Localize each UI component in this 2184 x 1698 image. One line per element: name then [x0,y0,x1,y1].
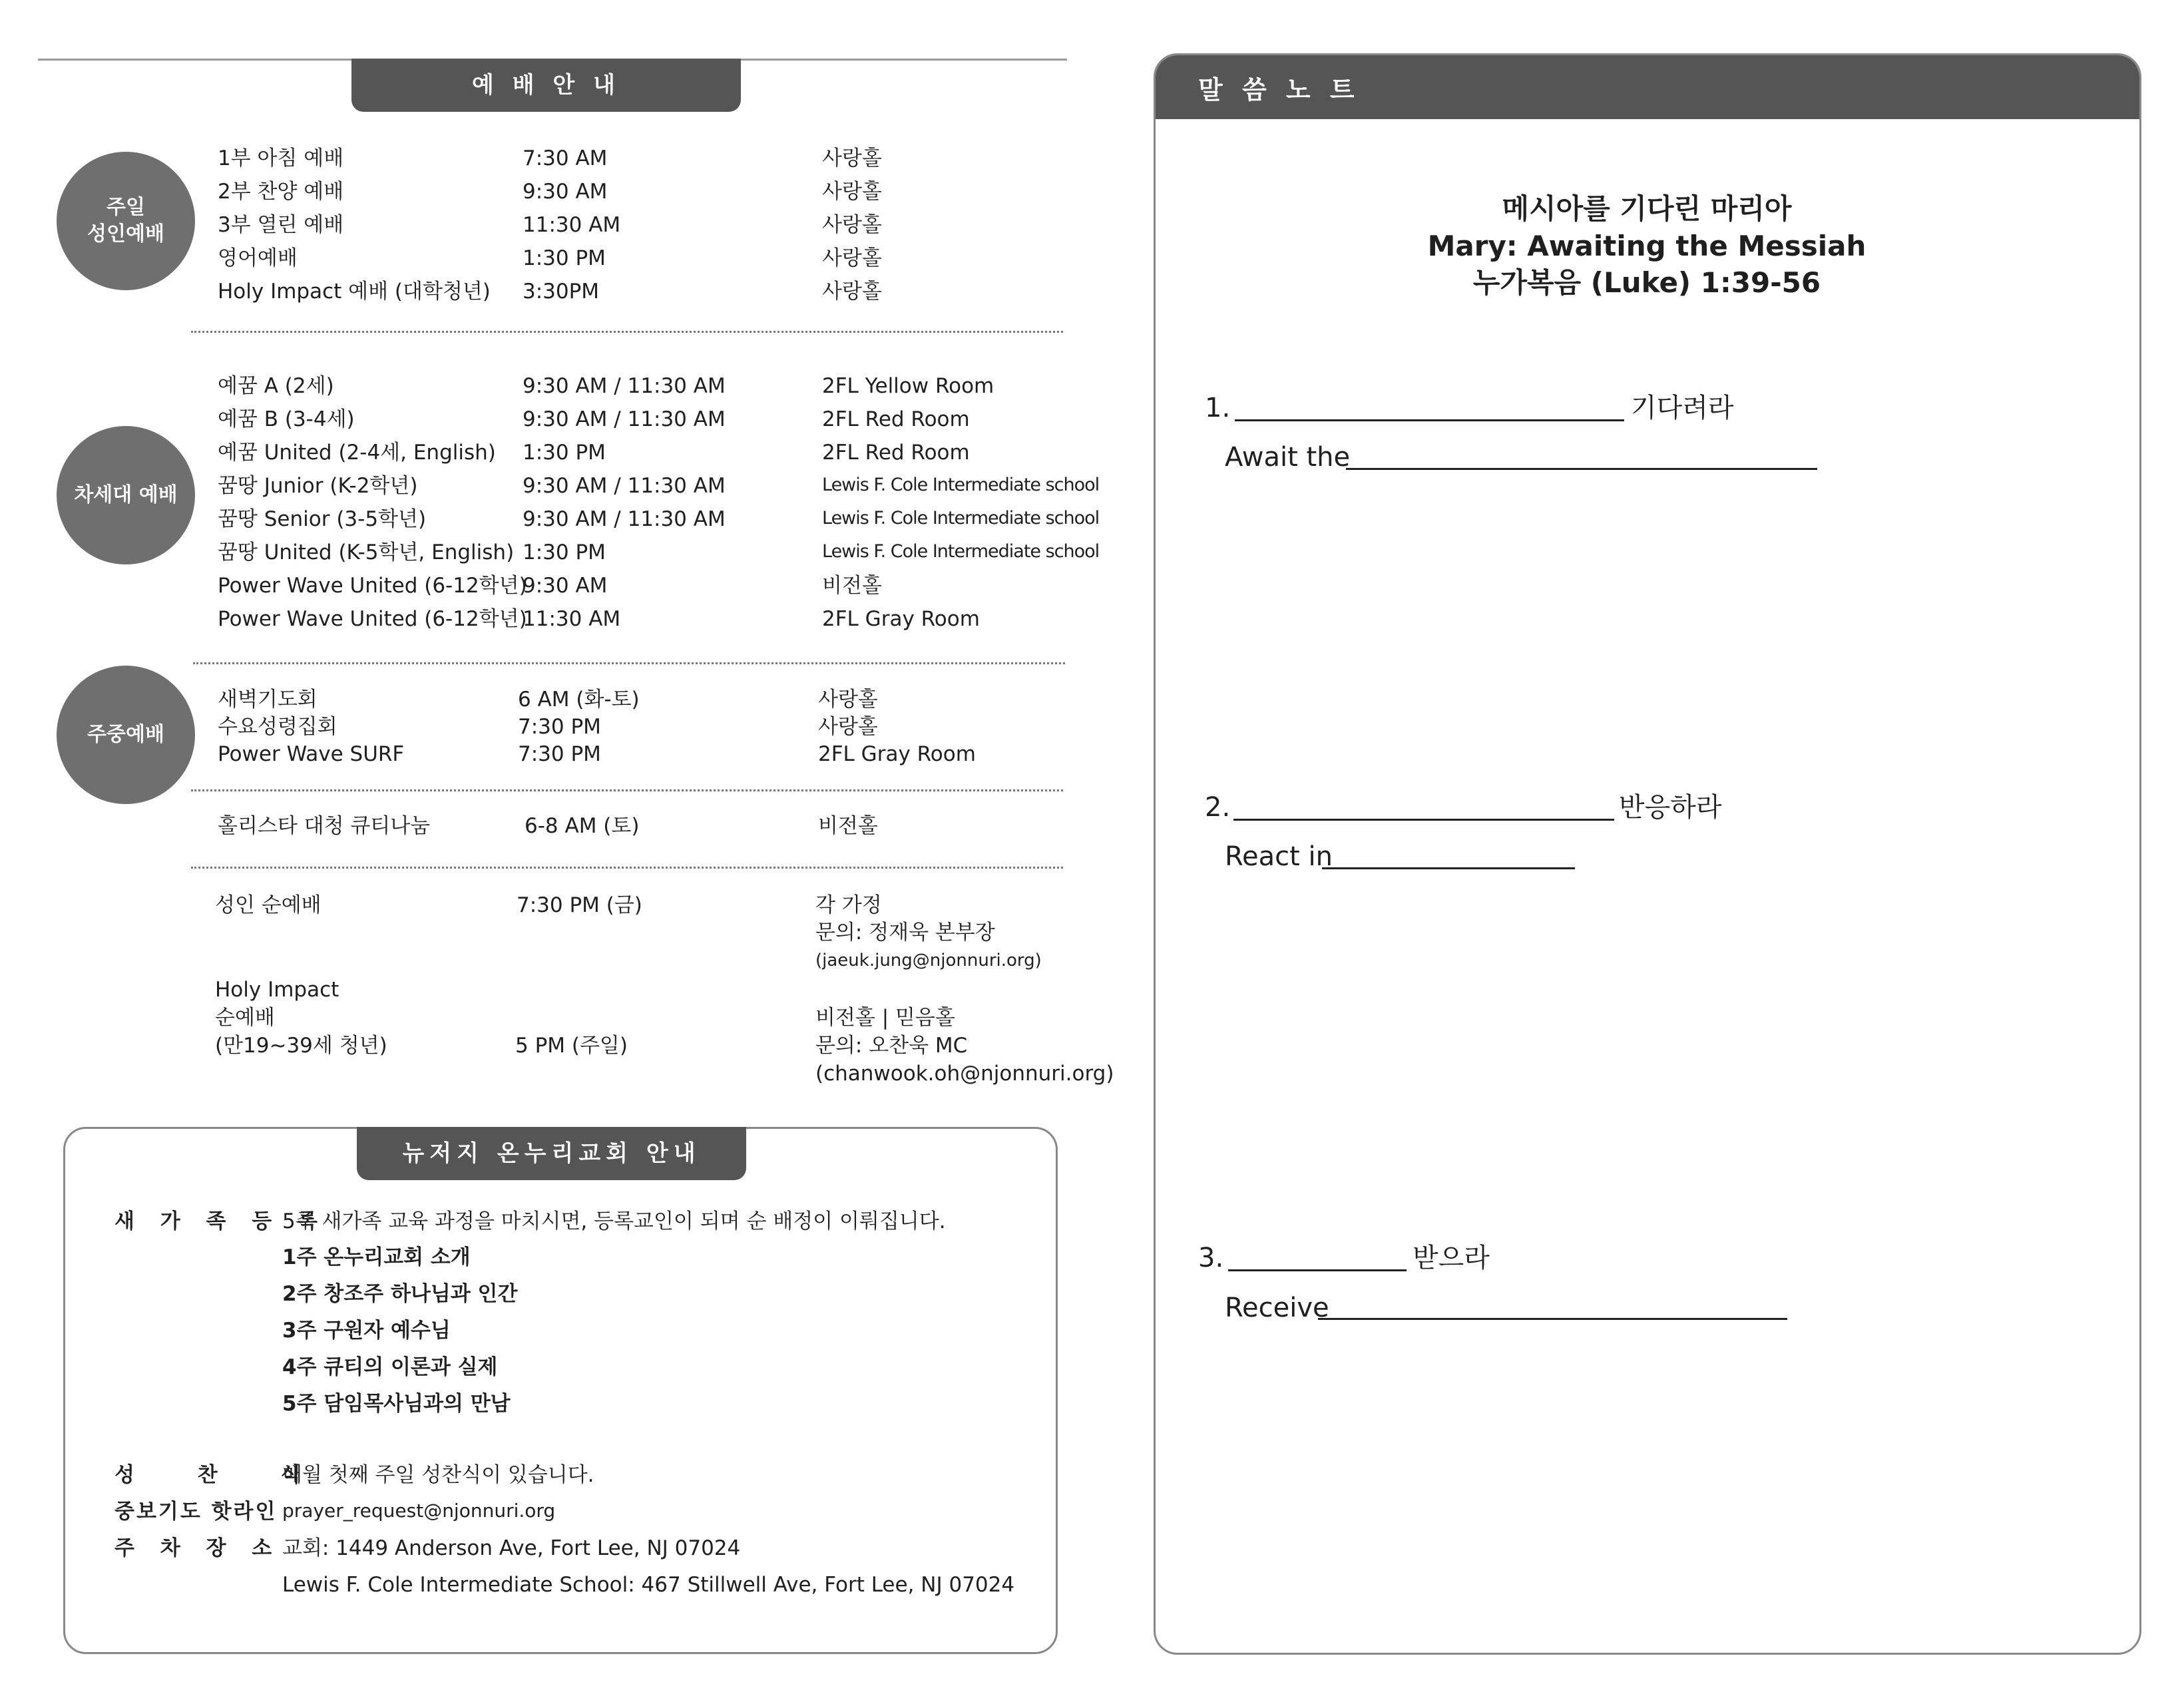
divider [191,867,1063,869]
holy-impact-email: (chanwook.oh@njonnuri.org) [815,1062,1114,1086]
course-item: 5주 담임목사님과의 만남 [282,1392,511,1416]
adult-cell-time: 7:30 PM (금) [517,893,642,917]
point-suffix: 기다려라 [1631,393,1734,423]
holy-impact-time: 5 PM (주일) [515,1034,628,1058]
point-sub: React in [1225,841,1333,872]
badge-sunday-line1: 주일 [107,195,145,219]
holy-impact-place: 비전홀 | 믿음홀 [815,1006,955,1030]
service-name: Holy Impact 예배 (대학청년) [218,280,491,304]
service-name: 예꿈 United (2-4세, English) [218,441,496,465]
service-place: 사랑홀 [822,246,882,270]
service-time: 9:30 AM / 11:30 AM [523,507,726,531]
service-time: 7:30 AM [523,146,608,170]
course-item: 4주 큐티의 이론과 실제 [282,1355,498,1379]
communion-label: 성 찬 식 [114,1463,329,1487]
point-number: 1. [1205,393,1231,423]
holy-impact-name-3: (만19~39세 청년) [215,1034,387,1058]
sermon-title-korean: 메시아를 기다린 마리아 [1502,192,1792,225]
service-time: 1:30 PM [523,441,606,465]
service-place: 2FL Gray Room [818,742,976,766]
badge-sunday-adult [57,152,195,290]
point-suffix: 반응하라 [1619,792,1722,823]
service-name: 1부 아침 예배 [218,146,344,170]
service-time: 1:30 PM [523,246,606,270]
holy-impact-name-2: 순예배 [215,1006,275,1030]
point-number: 2. [1205,792,1231,823]
parking-label: 주 차 장 소 [114,1536,282,1560]
service-time: 11:30 AM [523,213,621,237]
point-sub: Receive [1225,1293,1329,1323]
blank-line[interactable] [1346,468,1817,470]
service-name: 영어예배 [218,246,298,270]
service-name: 수요성령집회 [218,715,337,739]
service-time: 6 AM (화-토) [518,688,640,712]
adult-cell-place: 각 가정 [815,893,882,917]
service-place: 사랑홀 [822,180,882,204]
service-name: Power Wave United (6-12학년) [218,574,527,598]
sermon-title-english: Mary: Awaiting the Messiah [1427,230,1866,262]
communion-text: 매월 첫째 주일 성찬식이 있습니다. [282,1463,594,1487]
service-name: 꿈땅 Junior (K-2학년) [218,474,418,498]
new-family-text: 5주 새가족 교육 과정을 마치시면, 등록교인이 되며 순 배정이 이뤄집니다. [282,1209,946,1233]
holy-impact-name-1: Holy Impact [215,978,339,1002]
course-item: 2주 창조주 하나님과 인간 [282,1282,518,1306]
parking-address-church: 교회: 1449 Anderson Ave, Fort Lee, NJ 07024 [282,1536,741,1560]
service-place: 2FL Red Room [822,407,970,431]
service-name: 예꿈 B (3-4세) [218,407,355,431]
service-place: Lewis F. Cole Intermediate school [822,508,1100,529]
service-name: 예꿈 A (2세) [218,374,334,398]
new-family-label: 새 가 족 등 록 [114,1209,327,1233]
service-time: 9:30 AM / 11:30 AM [523,374,726,398]
service-time: 11:30 AM [523,607,621,631]
divider [191,789,1063,791]
service-place: 사랑홀 [822,213,882,237]
service-name: Power Wave SURF [218,742,405,766]
blank-line[interactable] [1228,1269,1407,1271]
service-place: 2FL Yellow Room [822,374,994,398]
service-time: 9:30 AM / 11:30 AM [523,407,726,431]
service-name: 3부 열린 예배 [218,213,344,237]
point-sub: Await the [1225,442,1351,473]
service-place: 사랑홀 [818,715,878,739]
service-time: 9:30 AM [523,574,608,598]
parking-address-school: Lewis F. Cole Intermediate School: 467 Stillwell Ave, Fort Lee, NJ 07024 [282,1573,1015,1597]
service-name: 새벽기도회 [218,688,318,712]
service-place: 2FL Gray Room [822,607,980,631]
service-time: 1:30 PM [523,540,606,564]
service-name: 꿈땅 Senior (3-5학년) [218,507,427,531]
divider [193,662,1065,664]
point-number: 3. [1198,1243,1224,1273]
sermon-notes-header: 말 씀 노 트 [1198,75,1360,105]
service-time: 3:30PM [523,280,600,304]
service-name: 2부 찬양 예배 [218,180,344,204]
course-item: 3주 구원자 예수님 [282,1319,451,1343]
sermon-scripture: 누가복음 (Luke) 1:39-56 [1472,266,1821,299]
service-place: 비전홀 [822,574,882,598]
prayer-label: 중보기도 핫라인 [114,1500,278,1524]
service-name: Power Wave United (6-12학년) [218,607,527,631]
service-place: 사랑홀 [822,280,882,304]
holista-place: 비전홀 [818,814,878,838]
service-place: Lewis F. Cole Intermediate school [822,475,1100,495]
adult-cell-name: 성인 순예배 [215,893,322,917]
badge-next-gen-label: 차세대 예배 [74,483,178,507]
badge-weekday-label: 주중예배 [87,722,164,746]
service-time: 7:30 PM [518,715,601,739]
service-place: Lewis F. Cole Intermediate school [822,541,1100,562]
service-name: 꿈땅 United (K-5학년, English) [218,540,515,564]
adult-cell-email: (jaeuk.jung@njonnuri.org) [815,951,1042,970]
badge-next-gen [57,426,195,564]
service-time: 9:30 AM / 11:30 AM [523,474,726,498]
holista-name: 홀리스타 대청 큐티나눔 [218,814,431,838]
blank-line[interactable] [1322,867,1575,869]
service-place: 사랑홀 [822,146,882,170]
service-place: 2FL Red Room [822,441,970,465]
church-info-header: 뉴저지 온누리교회 안내 [357,1127,746,1180]
worship-header: 예 배 안 내 [351,59,741,112]
blank-line[interactable] [1233,819,1614,821]
blank-line[interactable] [1235,419,1624,421]
service-time: 7:30 PM [518,742,601,766]
adult-cell-contact: 문의: 정재욱 본부장 [815,921,995,945]
badge-weekday [57,666,195,804]
holy-impact-contact: 문의: 오찬욱 MC [815,1034,968,1058]
prayer-email: prayer_request@njonnuri.org [282,1500,556,1522]
badge-sunday-line2: 성인예배 [87,222,164,246]
course-item: 1주 온누리교회 소개 [282,1245,471,1269]
blank-line[interactable] [1318,1318,1787,1320]
service-time: 9:30 AM [523,180,608,204]
holista-time: 6-8 AM (토) [525,814,640,838]
point-suffix: 받으라 [1413,1243,1490,1273]
divider [191,331,1063,333]
service-place: 사랑홀 [818,688,878,712]
